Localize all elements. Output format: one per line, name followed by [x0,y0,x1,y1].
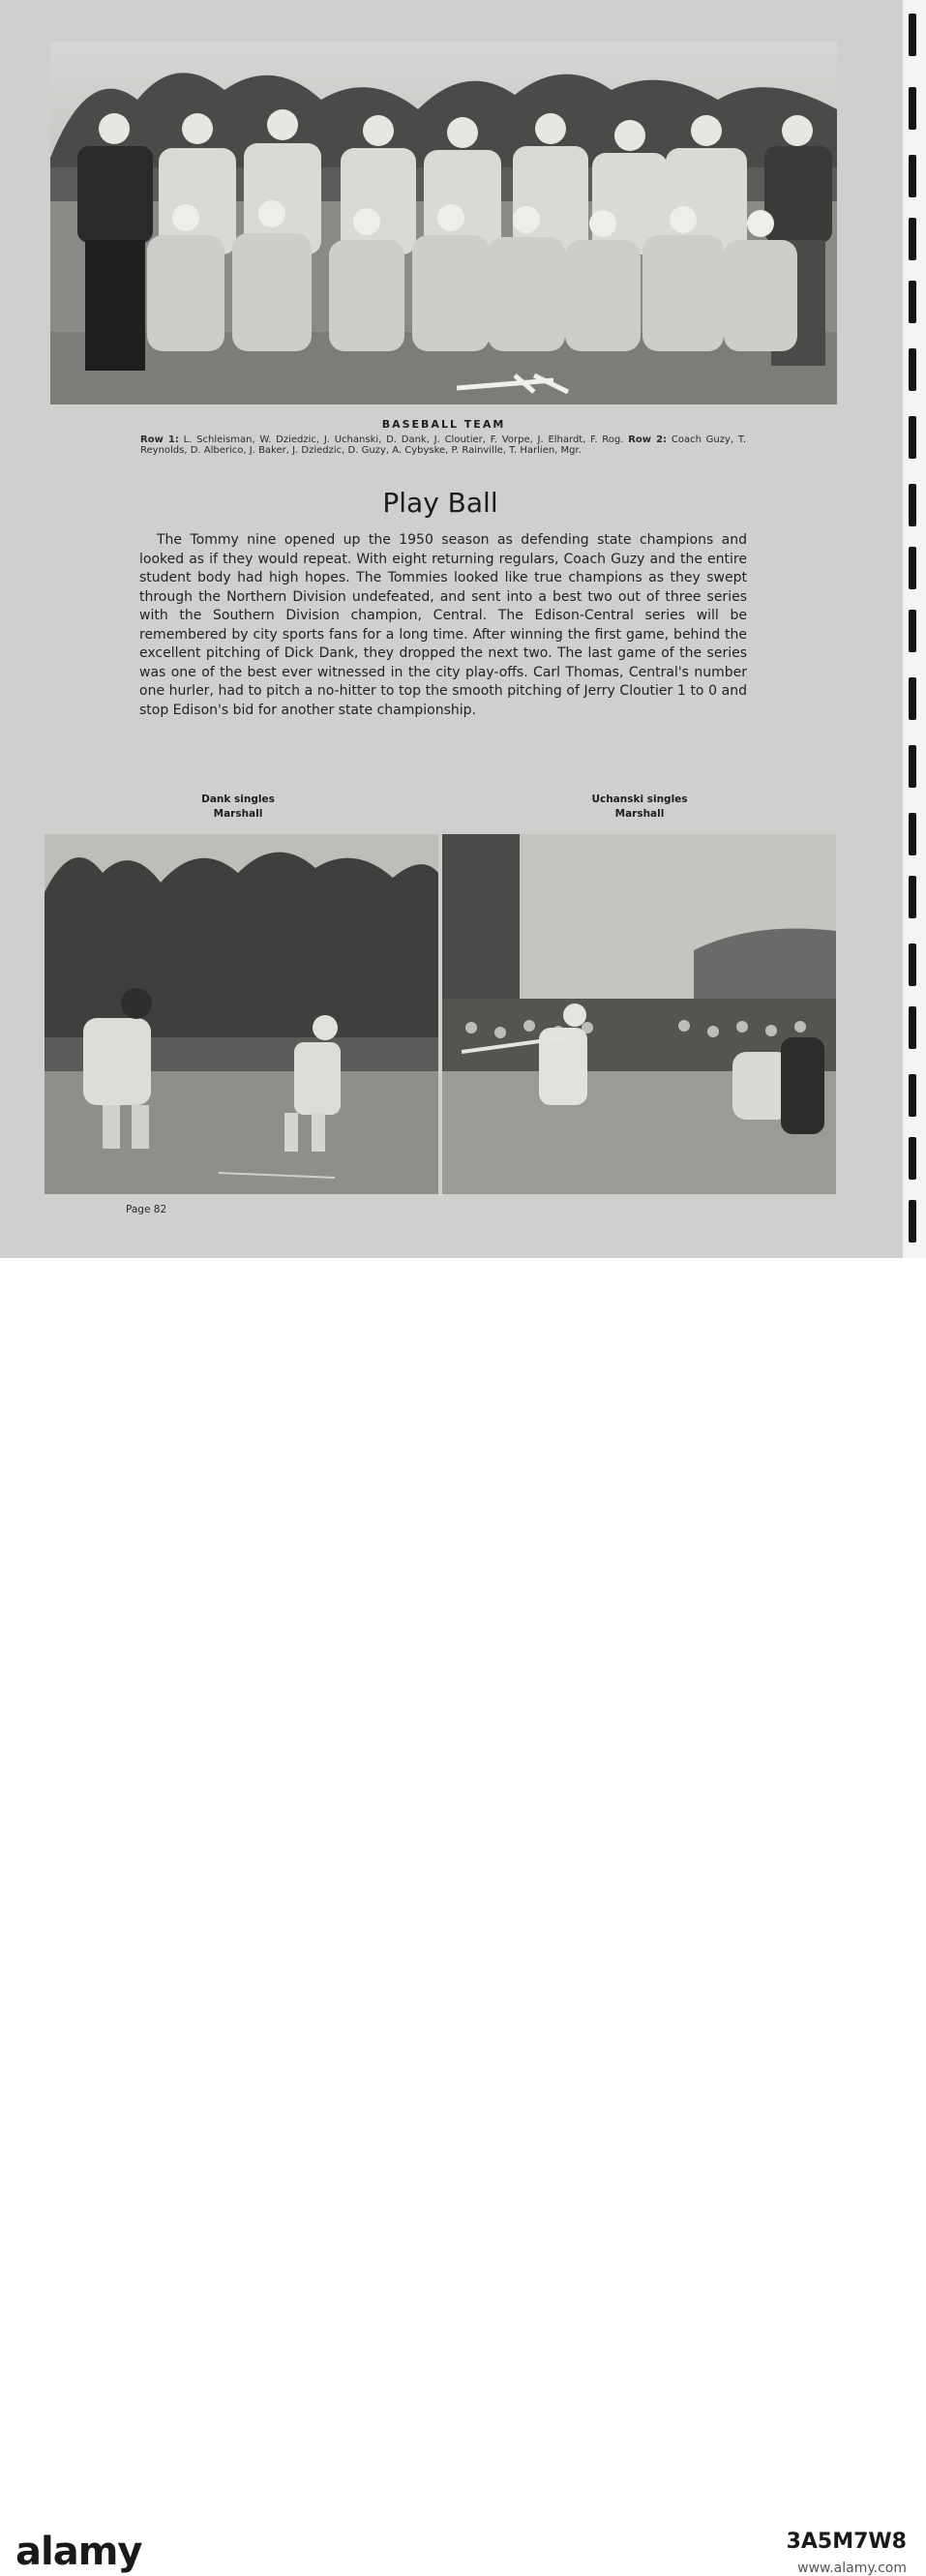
photo-caption-left-line1: Dank singles [201,794,275,805]
binding-ring [909,944,916,986]
binding-ring [909,1200,916,1243]
action-photo-left-image [45,834,438,1194]
row1-label: Row 1: [140,434,179,445]
action-photo-right [442,834,836,1194]
spiral-binding [903,0,926,1258]
brand-logo: alamy [15,2530,142,2574]
row2-label: Row 2: [628,434,668,445]
article-body: The Tommy nine opened up the 1950 season as defending state champions and looked as if they would repeat. With eight returning regulars, Coach Guzy and the entire student body had high hopes. The Tommies looked like true champions as they swept through the Northern Division undefeated, and sent into a best two out of three series with the Southern Division champion, Central. The Edison-Central series will be remembered by city sports fans for a long time. After winning the first game, behind the excellent pitching of Dick Dank, they dropped the next two. The last game of the series was one of the best ever witnessed in the city play-offs. Carl Thomas, Central's number one hurler, had to pitch a no-hitter to top the smooth pitching of Jerry Cloutier 1 to 0 and stop Edison's bid for another state championship. [139,532,747,718]
row2-names: Coach Guzy, T. Reynolds, D. Alberico, J. Baker, J. Dziedzic, D. Guzy, A. Cybyske, P. Rainville, T. Harlien, Mgr. [140,434,746,456]
footer-url: www.alamy.com [797,2561,907,2576]
team-caption-names [140,434,746,456]
team-caption-title: BASEBALL TEAM [381,418,506,431]
binding-ring [909,610,916,652]
team-photo [50,42,837,404]
photo-caption-right-line2: Marshall [614,808,665,820]
binding-ring [909,677,916,720]
binding-ring [909,876,916,918]
binding-ring [909,416,916,459]
binding-ring [909,1074,916,1117]
image-id: 3A5M7W8 [786,2530,907,2554]
binding-ring [909,547,916,589]
binding-ring [909,14,916,56]
binding-ring [909,484,916,526]
row1-names: L. Schleisman, W. Dziedzic, J. Uchanski, D. Dank, J. Cloutier, F. Vorpe, J. Elhardt, F. Rog. [183,434,624,445]
yearbook-page [0,0,926,1258]
article-headline: Play Ball [382,487,498,519]
photo-caption-right [543,793,736,822]
photo-caption-left-line2: Marshall [213,808,263,820]
binding-ring [909,87,916,130]
footer-bar [0,1258,926,2576]
page-number: Page 82 [126,1204,167,1215]
binding-ring [909,155,916,197]
binding-ring [909,218,916,260]
team-photo-image [50,42,837,404]
action-photo-right-image [442,834,836,1194]
binding-ring [909,348,916,391]
binding-ring [909,745,916,788]
binding-ring [909,813,916,855]
binding-ring [909,1006,916,1049]
photo-caption-left [141,793,335,822]
binding-ring [909,1137,916,1180]
binding-ring [909,281,916,323]
photo-caption-right-line1: Uchanski singles [591,794,688,805]
action-photo-left [45,834,438,1194]
